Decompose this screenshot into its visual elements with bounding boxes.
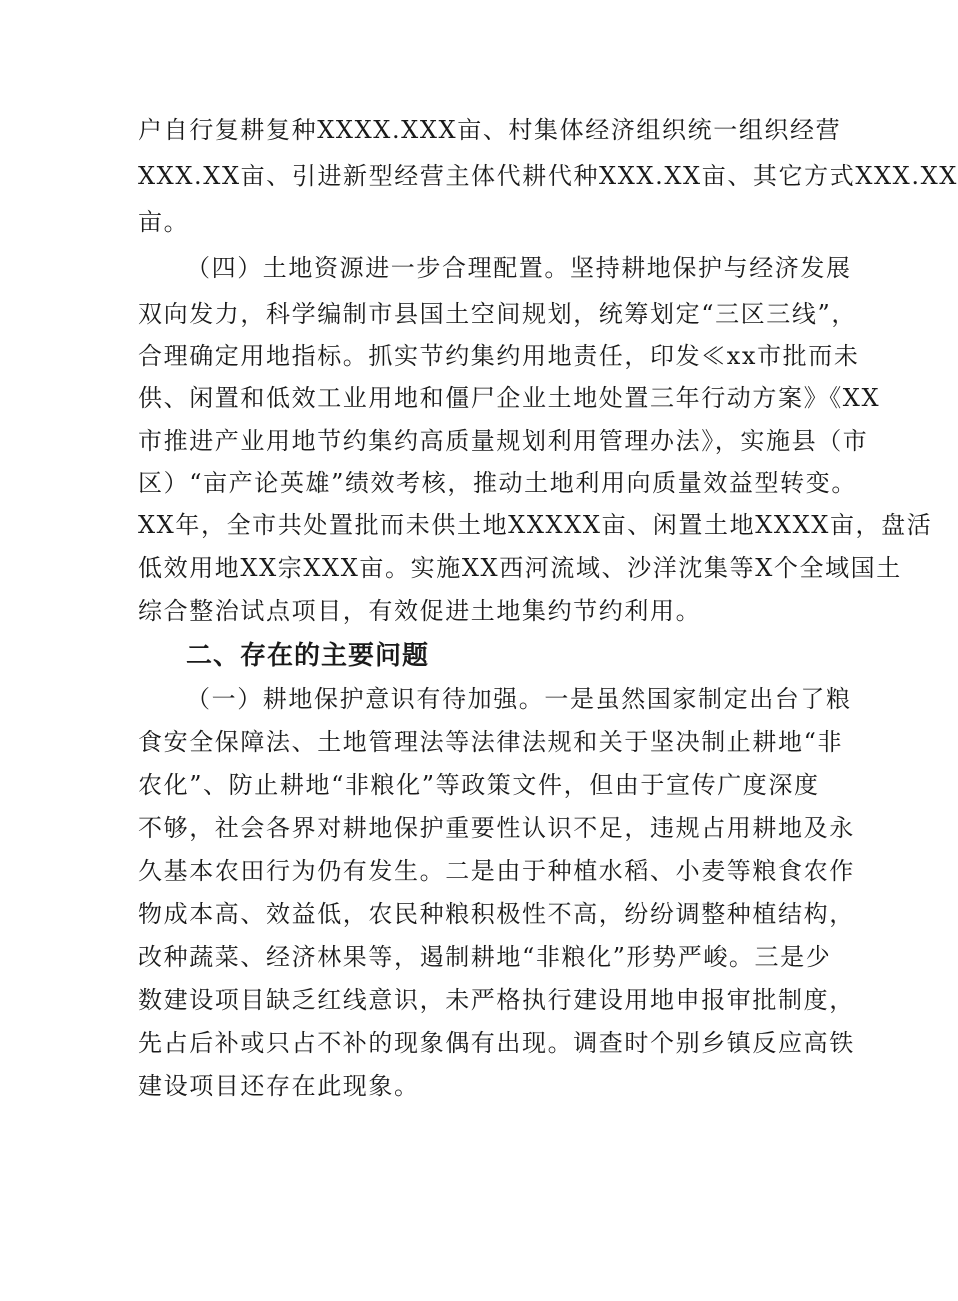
paragraph-line: （四）土地资源进一步合理配置。坚持耕地保护与经济发展 xyxy=(186,254,852,282)
paragraph-line: 区）“亩产论英雄”绩效考核，推动土地利用向质量效益型转变。 xyxy=(138,469,857,497)
paragraph-line: 综合整治试点项目，有效促进土地集约节约利用。 xyxy=(138,597,702,625)
paragraph-line: 农化”、防止耕地“非粮化”等政策文件，但由于宣传广度深度 xyxy=(138,771,820,799)
paragraph-line: 亩。 xyxy=(138,208,190,236)
section-heading: 二、存在的主要问题 xyxy=(186,641,430,671)
paragraph-line: 双向发力，科学编制市县国土空间规划，统筹划定“三区三线”， xyxy=(138,300,857,328)
paragraph-line: 户自行复耕复种XXXX.XXX亩、村集体经济组织统一组织经营 xyxy=(138,116,842,144)
paragraph-line: 食安全保障法、土地管理法等法律法规和关于坚决制止耕地“非 xyxy=(138,728,844,756)
paragraph-line: 物成本高、效益低，农民种粮积极性不高，纷纷调整种植结构， xyxy=(138,900,855,928)
paragraph-line: 久基本农田行为仍有发生。二是由于种植水稻、小麦等粮食农作 xyxy=(138,857,855,885)
paragraph-line: 先占后补或只占不补的现象偶有出现。调查时个别乡镇反应高铁 xyxy=(138,1029,855,1057)
paragraph-line: XXX.XX亩、引进新型经营主体代耕代种XXX.XX亩、其它方式XXX.XX xyxy=(138,162,958,190)
paragraph-line: 改种蔬菜、经济林果等，遏制耕地“非粮化”形势严峻。三是少 xyxy=(138,943,832,971)
paragraph-line: 供、闲置和低效工业用地和僵尸企业土地处置三年行动方案》《XX xyxy=(138,384,881,412)
paragraph-line: XX年，全市共处置批而未供土地XXXXX亩、闲置土地XXXX亩，盘活 xyxy=(138,511,933,539)
paragraph-line: 低效用地XX宗XXX亩。实施XX西河流域、沙洋沈集等X个全域国土 xyxy=(138,554,902,582)
paragraph-line: （一）耕地保护意识有待加强。一是虽然国家制定出台了粮 xyxy=(186,685,852,713)
paragraph-line: 数建设项目缺乏红线意识，未严格执行建设用地申报审批制度， xyxy=(138,986,855,1014)
paragraph-line: 建设项目还存在此现象。 xyxy=(138,1072,420,1100)
paragraph-line: 合理确定用地指标。抓实节约集约用地责任，印发≪xx市批而未 xyxy=(138,342,860,370)
paragraph-line: 不够，社会各界对耕地保护重要性认识不足，违规占用耕地及永 xyxy=(138,814,855,842)
paragraph-line: 市推进产业用地节约集约高质量规划利用管理办法》，实施县（市 xyxy=(138,427,869,455)
